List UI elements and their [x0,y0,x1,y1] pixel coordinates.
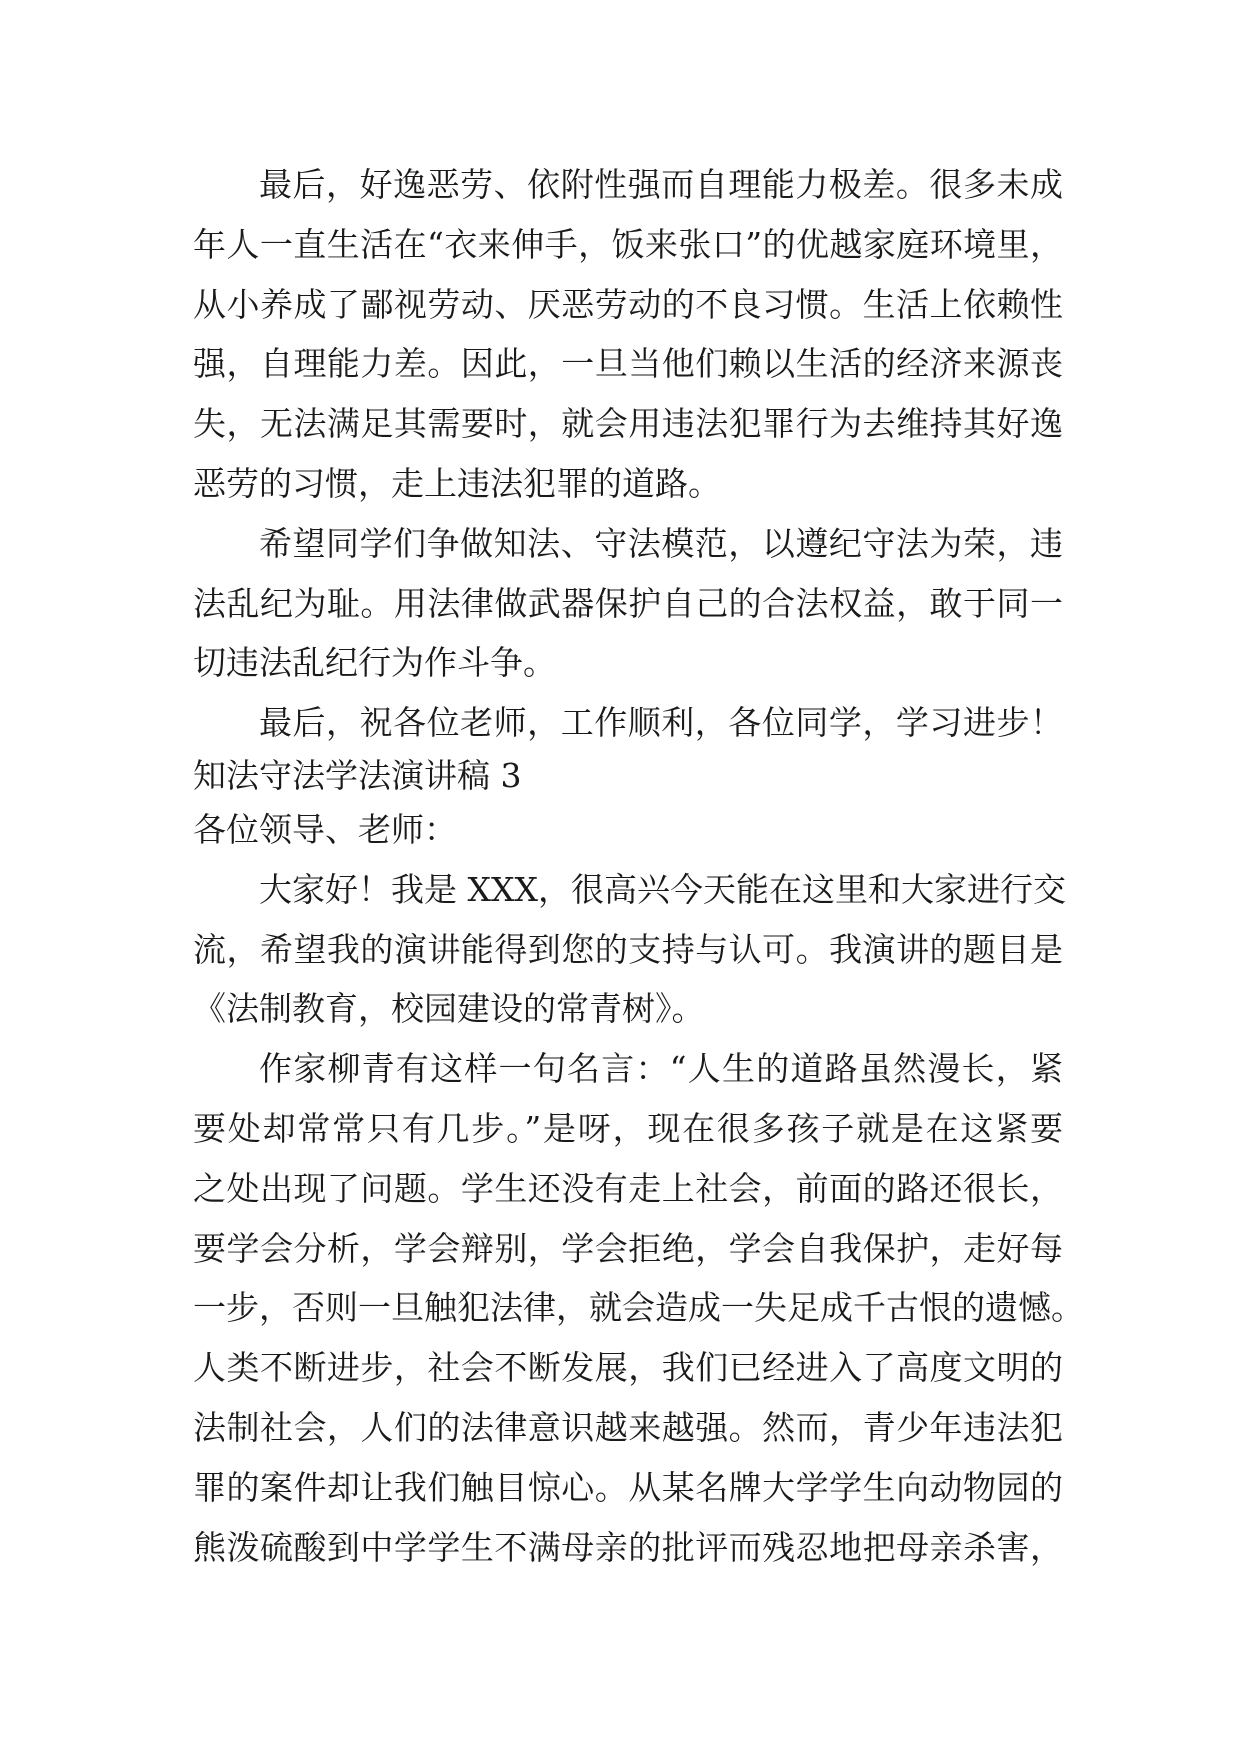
paragraph-line: 大家好！我是 XXX，很高兴今天能在这里和大家进行交 [259,870,1066,909]
section-title: 知法守法学法演讲稿 3 [193,756,522,795]
paragraph-line: 年人一直生活在“衣来伸手，饭来张口”的优越家庭环境里， [193,225,1063,264]
paragraph-line: 切违法乱纪行为作斗争。 [193,643,556,682]
paragraph-line: 要学会分析，学会辩别，学会拒绝，学会自我保护，走好每 [193,1229,1063,1268]
paragraph-line: 之处出现了问题。学生还没有走上社会，前面的路还很长， [193,1169,1063,1208]
paragraph-line: 法制社会，人们的法律意识越来越强。然而，青少年违法犯 [193,1408,1063,1447]
paragraph-line: 恶劳的习惯，走上违法犯罪的道路。 [193,464,721,503]
paragraph-line: 最后，祝各位老师，工作顺利，各位同学，学习进步！ [259,703,1063,742]
paragraph-line: 希望同学们争做知法、守法模范，以遵纪守法为荣，违 [259,524,1063,563]
paragraph-line: 流，希望我的演讲能得到您的支持与认可。我演讲的题目是 [193,930,1063,969]
salutation: 各位领导、老师： [193,810,457,849]
paragraph-line: 失，无法满足其需要时，就会用违法犯罪行为去维持其好逸 [193,404,1063,443]
paragraph-line: 要处却常常只有几步。”是呀，现在很多孩子就是在这紧要 [193,1109,1063,1148]
paragraph-line: 强，自理能力差。因此，一旦当他们赖以生活的经济来源丧 [193,344,1063,383]
paragraph-line: 《法制教育，校园建设的常青树》。 [193,989,705,1028]
paragraph-line: 熊泼硫酸到中学学生不满母亲的批评而残忍地把母亲杀害， [193,1528,1063,1567]
paragraph-line: 人类不断进步，社会不断发展，我们已经进入了高度文明的 [193,1348,1063,1387]
paragraph-line: 法乱纪为耻。用法律做武器保护自己的合法权益，敢于同一 [193,584,1063,623]
paragraph-line: 罪的案件却让我们触目惊心。从某名牌大学学生向动物园的 [193,1468,1063,1507]
paragraph-line: 从小养成了鄙视劳动、厌恶劳动的不良习惯。生活上依赖性 [193,285,1063,324]
paragraph-line: 作家柳青有这样一句名言：“人生的道路虽然漫长，紧 [259,1049,1063,1088]
paragraph-line: 最后，好逸恶劳、依附性强而自理能力极差。很多未成 [259,165,1063,204]
paragraph-line: 一步，否则一旦触犯法律，就会造成一失足成千古恨的遗憾。 [193,1288,1084,1327]
